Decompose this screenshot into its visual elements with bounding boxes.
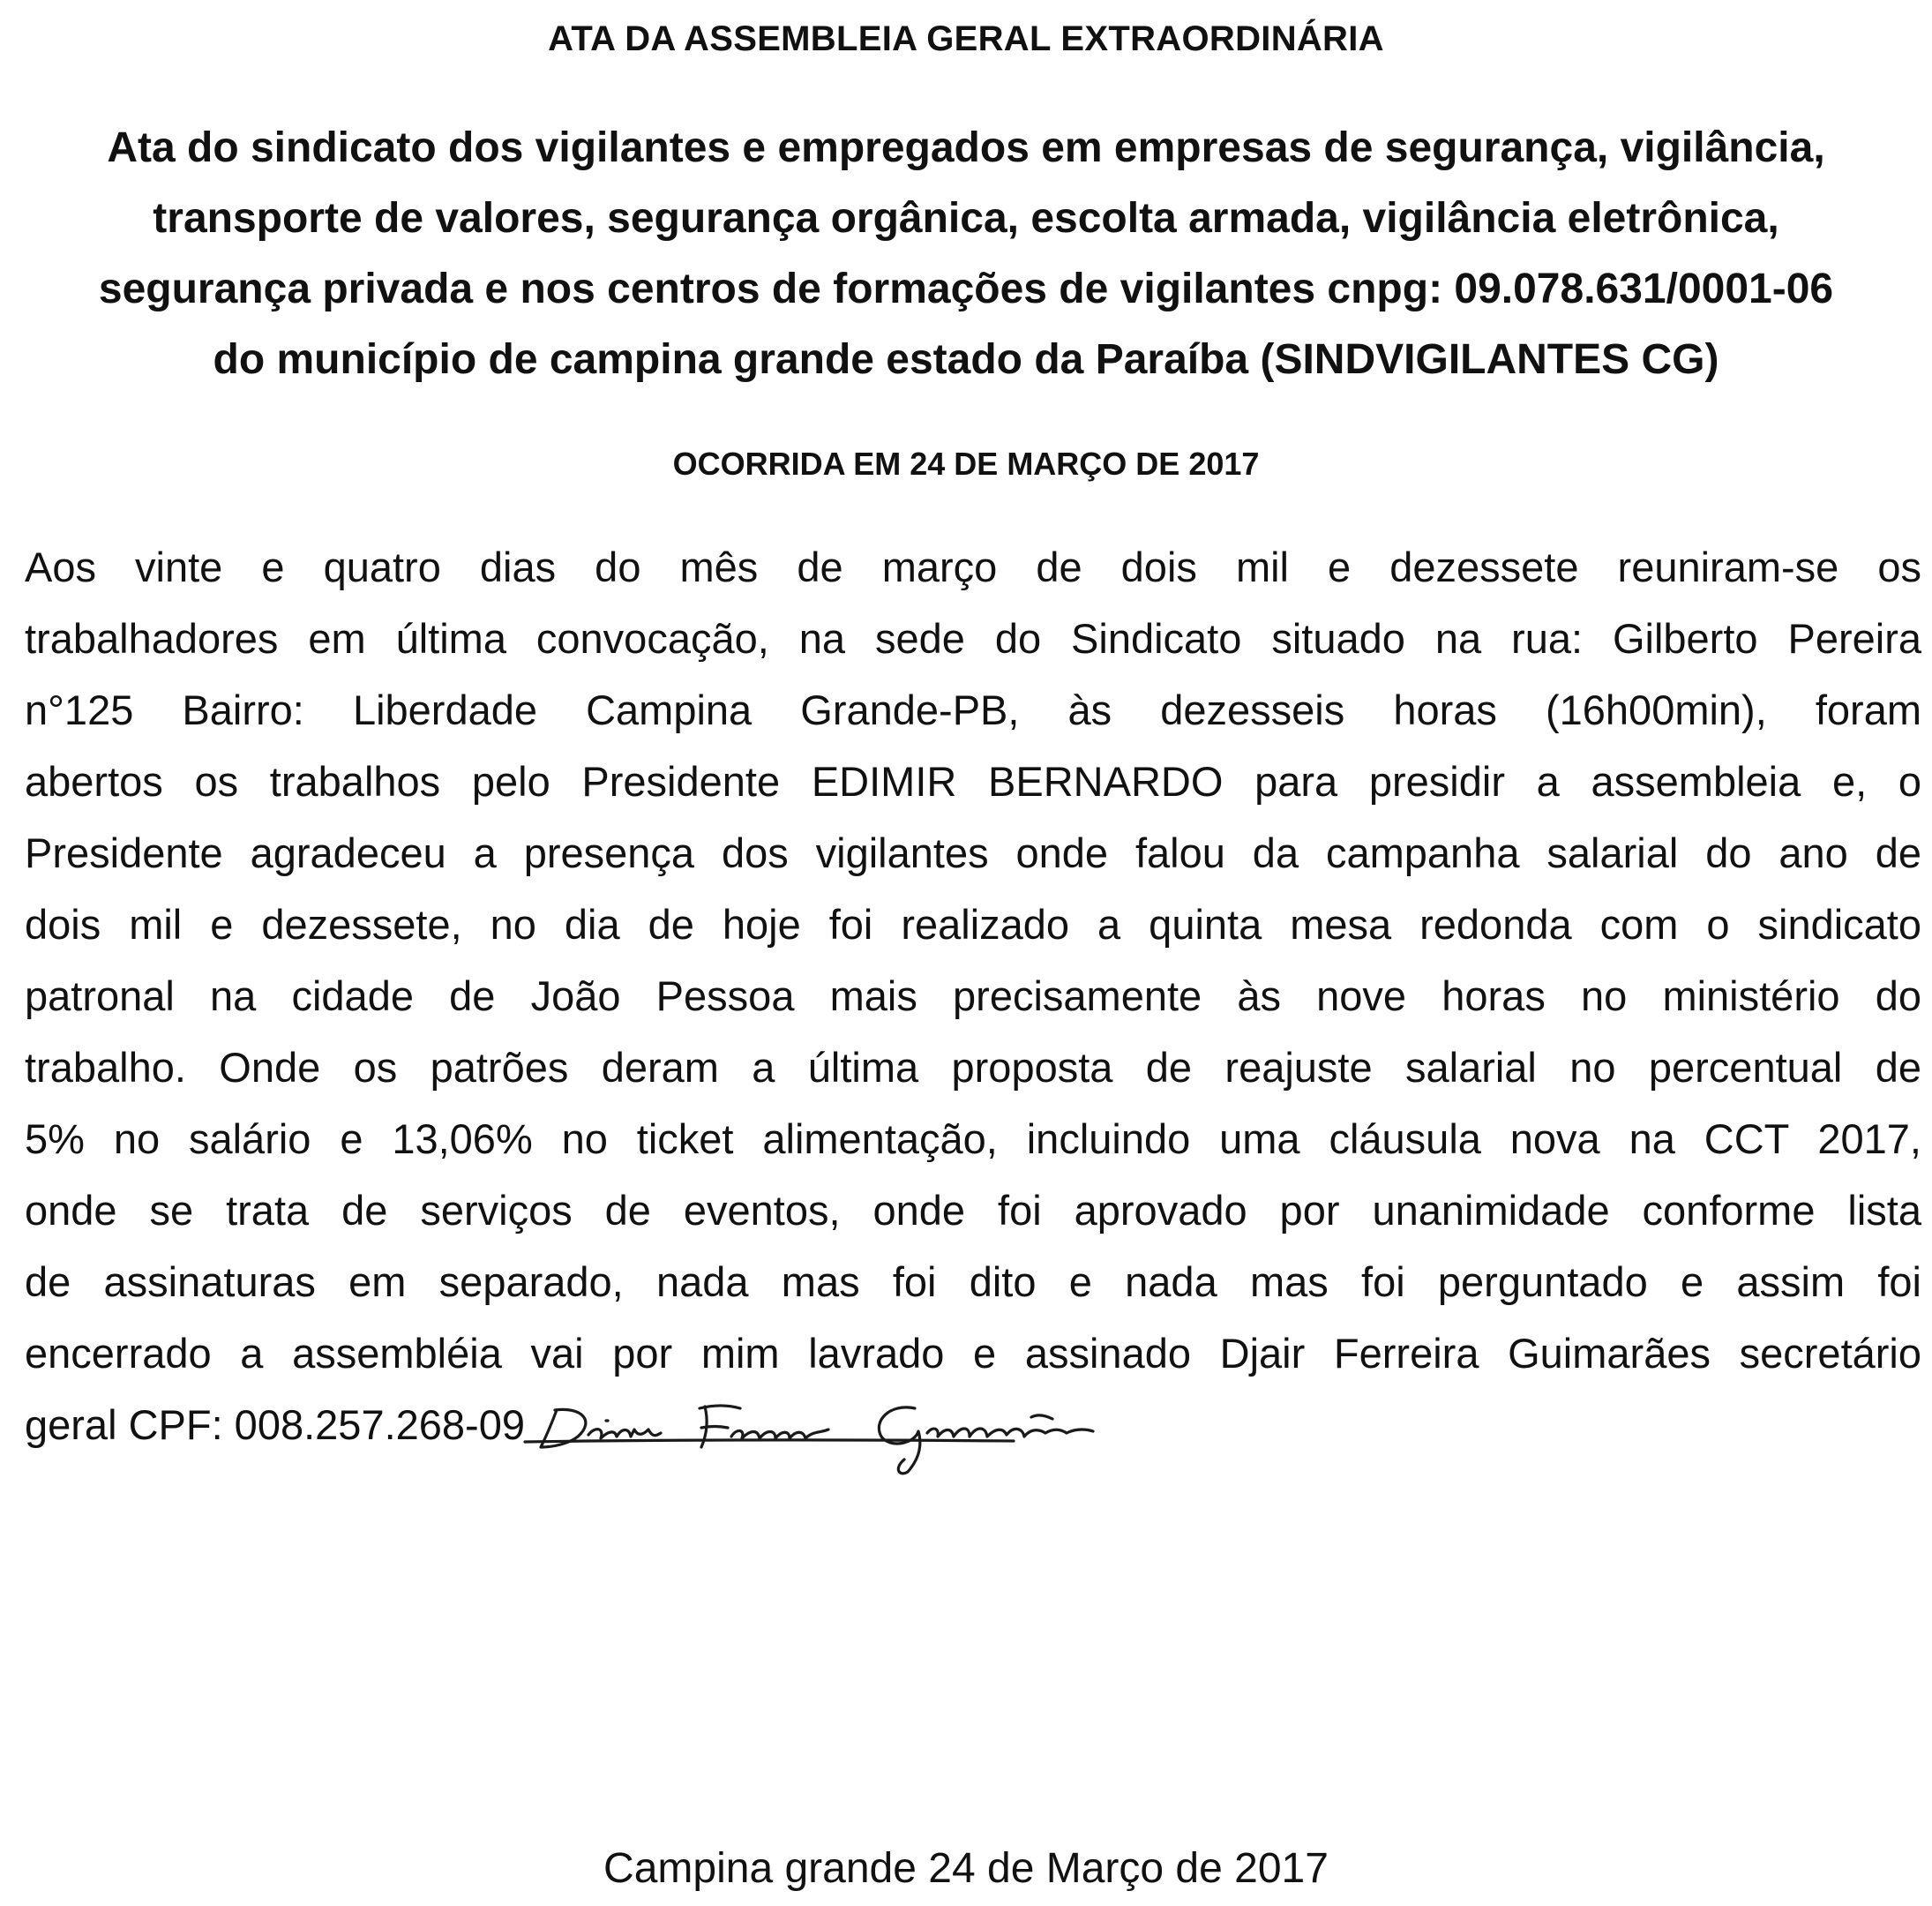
body-line: Aos vinte e quatro dias do mês de março de dois mil e dezessete reuniram-se os — [25, 544, 1921, 590]
body-line-final — [25, 1389, 1921, 1460]
body-line: Presidente agradeceu a presença dos vigilantes onde falou da campanha salarial do ano de — [25, 829, 1921, 876]
body-line: encerrado a assembléia vai por mim lavrado e assinado Djair Ferreira Guimarães secretário — [25, 1330, 1921, 1377]
body-line: n°125 Bairro: Liberdade Campina Grande-PB, às dezesseis horas (16h00min), foram — [25, 687, 1921, 733]
heading-line: do município de campina grande estado da Paraíba (SINDVIGILANTES CG) — [213, 336, 1719, 383]
heading-line: Ata do sindicato dos vigilantes e empregados em empresas de segurança, vigilância, — [107, 124, 1825, 171]
document-heading — [53, 113, 1879, 395]
body-line: trabalho. Onde os patrões deram a última proposta de reajuste salarial no percentual de — [25, 1044, 1921, 1091]
meeting-date-line: OCORRIDA EM 24 DE MARÇO DE 2017 — [672, 446, 1260, 482]
body-line: dois mil e dezessete, no dia de hoje foi realizado a quinta mesa redonda com o sindicato — [25, 901, 1921, 948]
body-line: de assinaturas em separado, nada mas foi dito e nada mas foi perguntado e assim foi — [25, 1258, 1921, 1305]
signature-scribble — [520, 1391, 1190, 1479]
body-line: abertos os trabalhos pelo Presidente EDIMIR BERNARDO para presidir a assembleia e, o — [25, 758, 1921, 805]
document-body — [25, 531, 1921, 1460]
body-line: onde se trata de serviços de eventos, onde foi aprovado por unanimidade conforme lista — [25, 1187, 1921, 1234]
body-line: patronal na cidade de João Pessoa mais precisamente às nove horas no ministério do — [25, 972, 1921, 1019]
heading-line: transporte de valores, segurança orgânica, escolta armada, vigilância eletrônica, — [153, 195, 1779, 242]
cpf-text: geral CPF: 008.257.268-09 — [25, 1401, 525, 1448]
heading-line: segurança privada e nos centros de formações de vigilantes cnpg: 09.078.631/0001-06 — [98, 266, 1834, 312]
document-footer-date: Campina grande 24 de Março de 2017 — [603, 1845, 1329, 1892]
document-title: ATA DA ASSEMBLEIA GERAL EXTRAORDINÁRIA — [548, 19, 1384, 58]
handwritten-signature — [525, 1389, 1195, 1460]
body-line: trabalhadores em última convocação, na sede do Sindicato situado na rua: Gilberto Pereira — [25, 615, 1921, 662]
body-line: 5% no salário e 13,06% no ticket alimentação, incluindo uma cláusula nova na CCT 2017, — [25, 1115, 1921, 1162]
